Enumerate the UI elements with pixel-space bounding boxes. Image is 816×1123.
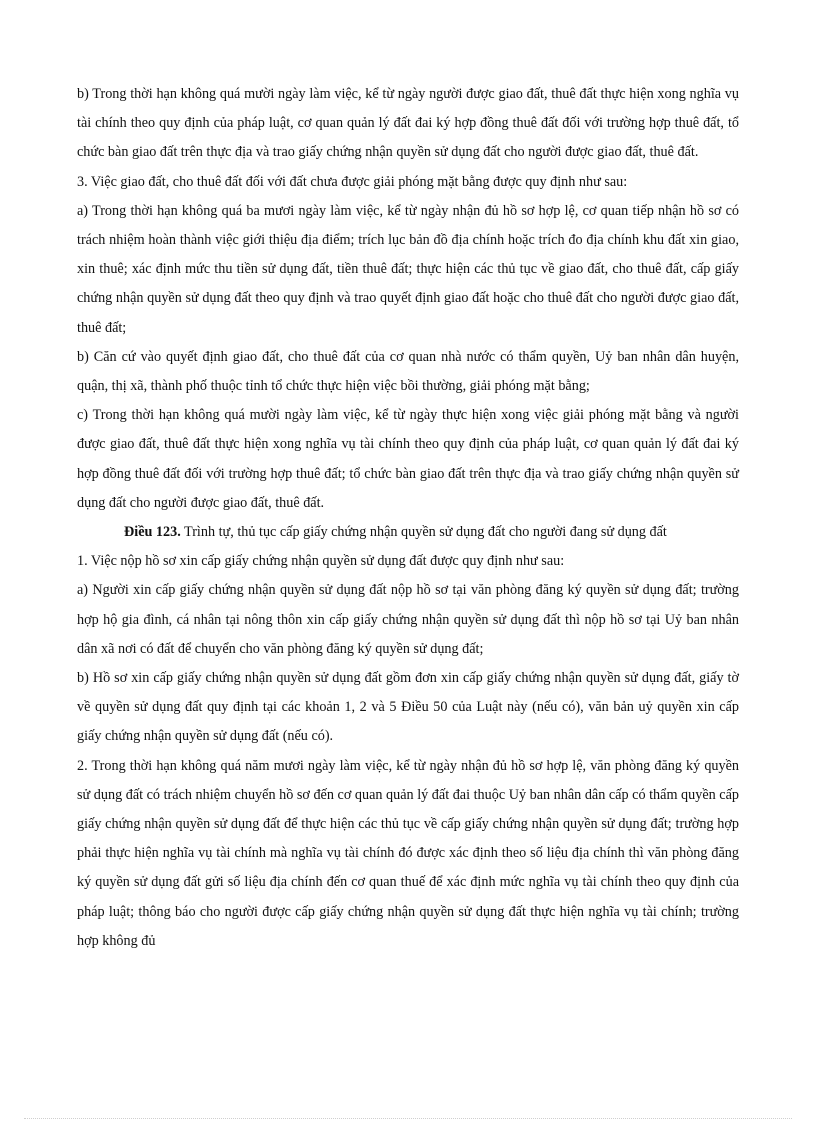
paragraph-1a: a) Người xin cấp giấy chứng nhận quyền sử dụng đất nộp hồ sơ tại văn phòng đăng ký quyền sử dụng đất; trường hợp hộ gia đình, cá nhân tại nông thôn xin cấp giấy chứng nhận quyền sử dụng đất thì nộp hồ sơ tại Uỷ ban nhân dân xã nơi có đất để chuyển cho văn phòng đăng ký quyền sử dụng đất; xyxy=(77,582,739,657)
paragraph-b-handover: b) Trong thời hạn không quá mười ngày làm việc, kể từ ngày người được giao đất, thuê đất thực hiện xong nghĩa vụ tài chính theo quy định của pháp luật, cơ quan quản lý đất đai ký hợp đồng thuê đất đối với trường hợp thuê đất, tổ chức bàn giao đất trên thực địa và trao giấy chứng nhận quyền sử dụng đất cho người được giao đất, thuê đất. xyxy=(77,86,739,161)
article-title: Trình tự, thủ tục cấp giấy chứng nhận quyền sử dụng đất cho người đang sử dụng đất xyxy=(180,524,667,541)
paragraph-2-processing: 2. Trong thời hạn không quá năm mươi ngày làm việc, kể từ ngày nhận đủ hồ sơ hợp lệ, văn phòng đăng ký quyền sử dụng đất có trách nhiệm chuyển hồ sơ đến cơ quan quản lý đất đai thuộc Uỷ ban nhân dân cấp có thẩm quyền cấp giấy chứng nhận quyền sử dụng đất để thực hiện các thủ tục về cấp giấy chứng nhận quyền sử dụng đất; trường hợp phải thực hiện nghĩa vụ tài chính mà nghĩa vụ tài chính đó được xác định theo số liệu địa chính thì văn phòng đăng ký quyền sử dụng đất gửi số liệu địa chính đến cơ quan thuế để xác định mức nghĩa vụ tài chính theo quy định của pháp luật; thông báo cho người được cấp giấy chứng nhận quyền sử dụng đất thực hiện nghĩa vụ tài chính; trường hợp không đủ xyxy=(77,757,739,949)
paragraph-3a: a) Trong thời hạn không quá ba mươi ngày làm việc, kể từ ngày nhận đủ hồ sơ hợp lệ, cơ quan tiếp nhận hồ sơ có trách nhiệm hoàn thành việc giới thiệu địa điểm; trích lục bản đồ địa chính hoặc trích đo địa chính khu đất xin giao, xin thuê; xác định mức thu tiền sử dụng đất, tiền thuê đất; thực hiện các thủ tục về giao đất, cho thuê đất, cấp giấy chứng nhận quyền sử dụng đất theo quy định và trao quyết định giao đất hoặc cho thuê đất cho người được giao đất, thuê đất; xyxy=(77,202,739,336)
paragraph-3b: b) Căn cứ vào quyết định giao đất, cho thuê đất của cơ quan nhà nước có thẩm quyền, Uỷ ban nhân dân huyện, quận, thị xã, thành phố thuộc tỉnh tổ chức thực hiện việc bồi thường, giải phóng mặt bằng; xyxy=(77,348,739,395)
article-heading xyxy=(77,518,739,547)
paragraph-1b: b) Hồ sơ xin cấp giấy chứng nhận quyền sử dụng đất gồm đơn xin cấp giấy chứng nhận quyền sử dụng đất, giấy tờ về quyền sử dụng đất quy định tại các khoản 1, 2 và 5 Điều 50 của Luật này (nếu có), văn bản uỷ quyền xin cấp giấy chứng nhận quyền sử dụng đất (nếu có). xyxy=(77,670,739,745)
paragraph-3c: c) Trong thời hạn không quá mười ngày làm việc, kể từ ngày thực hiện xong việc giải phóng mặt bằng và người được giao đất, thuê đất thực hiện xong nghĩa vụ tài chính theo quy định của pháp luật, cơ quan quản lý đất đai ký hợp đồng thuê đất đối với trường hợp thuê đất; tổ chức bàn giao đất trên thực địa và trao giấy chứng nhận quyền sử dụng đất cho người được giao đất, thuê đất. xyxy=(77,407,739,511)
document-body xyxy=(77,80,739,956)
page-bottom-border xyxy=(24,1118,792,1119)
article-label: Điều 123. xyxy=(124,524,181,541)
paragraph-1-submission: 1. Việc nộp hồ sơ xin cấp giấy chứng nhận quyền sử dụng đất được quy định như sau: xyxy=(77,553,565,570)
paragraph-3-uncleared-land: 3. Việc giao đất, cho thuê đất đối với đất chưa được giải phóng mặt bằng được quy định như sau: xyxy=(77,173,628,190)
